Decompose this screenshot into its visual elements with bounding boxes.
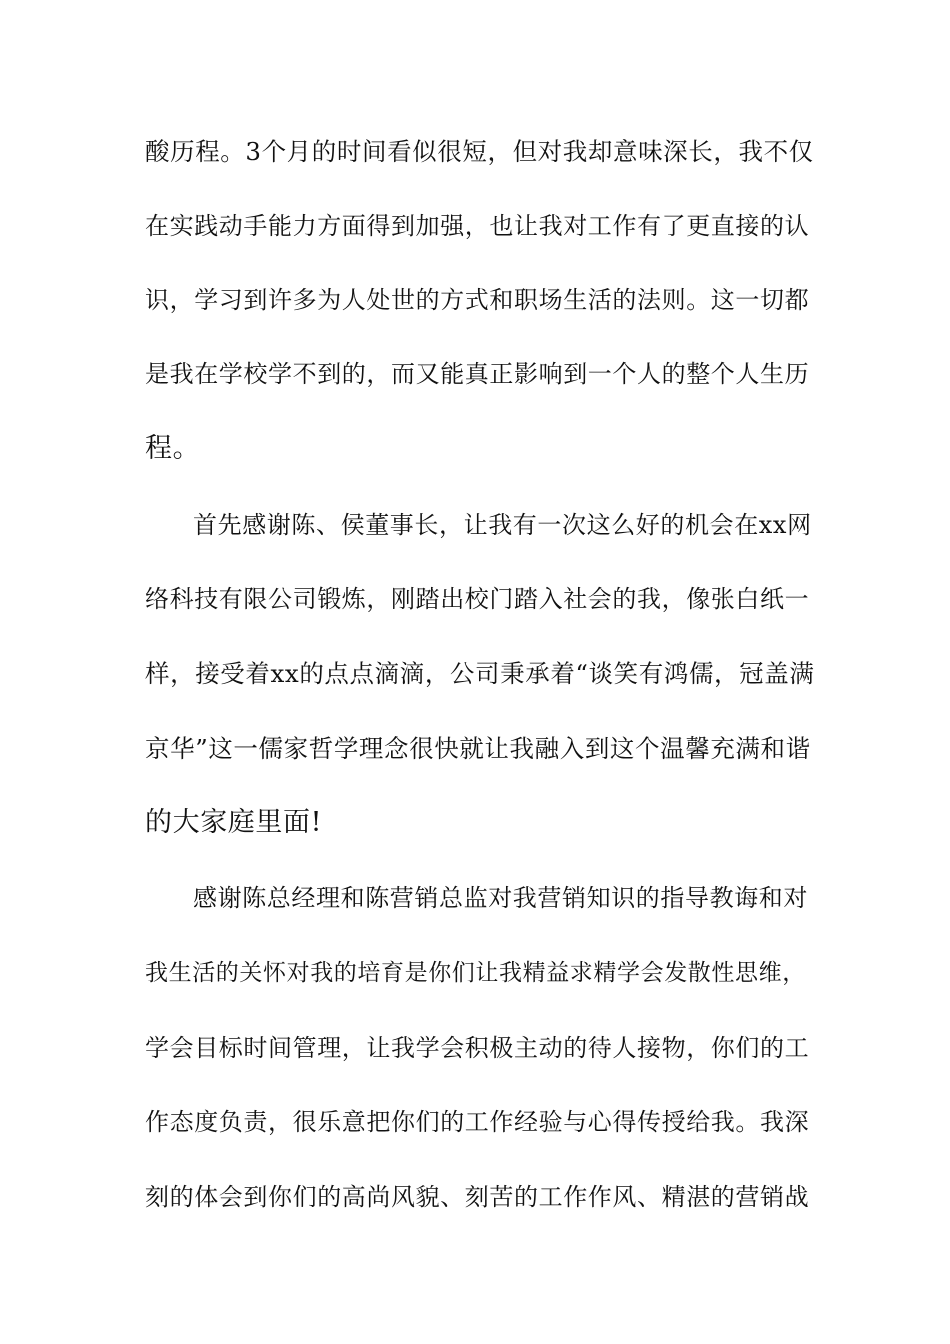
text-line: 学会目标时间管理，让我学会积极主动的待人接物，你们的工 — [145, 1034, 810, 1062]
text-line: 首先感谢陈、侯董事长，让我有一次这么好的机会在xx网 — [193, 511, 812, 539]
text-line: 在实践动手能力方面得到加强，也让我对工作有了更直接的认 — [145, 212, 810, 240]
text-line: 样，接受着xx的点点滴滴，公司秉承着“谈笑有鸿儒，冠盖满 — [145, 659, 815, 688]
text-line: 的大家庭里面! — [145, 807, 323, 838]
text-line: 酸历程。3个月的时间看似很短，但对我却意味深长，我不仅 — [145, 137, 814, 166]
text-line: 京华”这一儒家哲学理念很快就让我融入到这个温馨充满和谐 — [145, 734, 811, 763]
text-line: 识，学习到许多为人处世的方式和职场生活的法则。这一切都 — [145, 286, 810, 314]
text-line: 程。 — [145, 433, 201, 464]
text-line: 我生活的关怀对我的培育是你们让我精益求精学会发散性思维， — [145, 960, 806, 986]
text-line: 络科技有限公司锻炼，刚踏出校门踏入社会的我，像张白纸一 — [145, 585, 810, 613]
text-line: 是我在学校学不到的，而又能真正影响到一个人的整个人生历 — [145, 360, 810, 388]
text-line: 感谢陈总经理和陈营销总监对我营销知识的指导教诲和对 — [193, 884, 808, 912]
text-line: 作态度负责，很乐意把你们的工作经验与心得传授给我。我深 — [145, 1108, 810, 1136]
text-line: 刻的体会到你们的高尚风貌、刻苦的工作作风、精湛的营销战 — [145, 1183, 810, 1211]
